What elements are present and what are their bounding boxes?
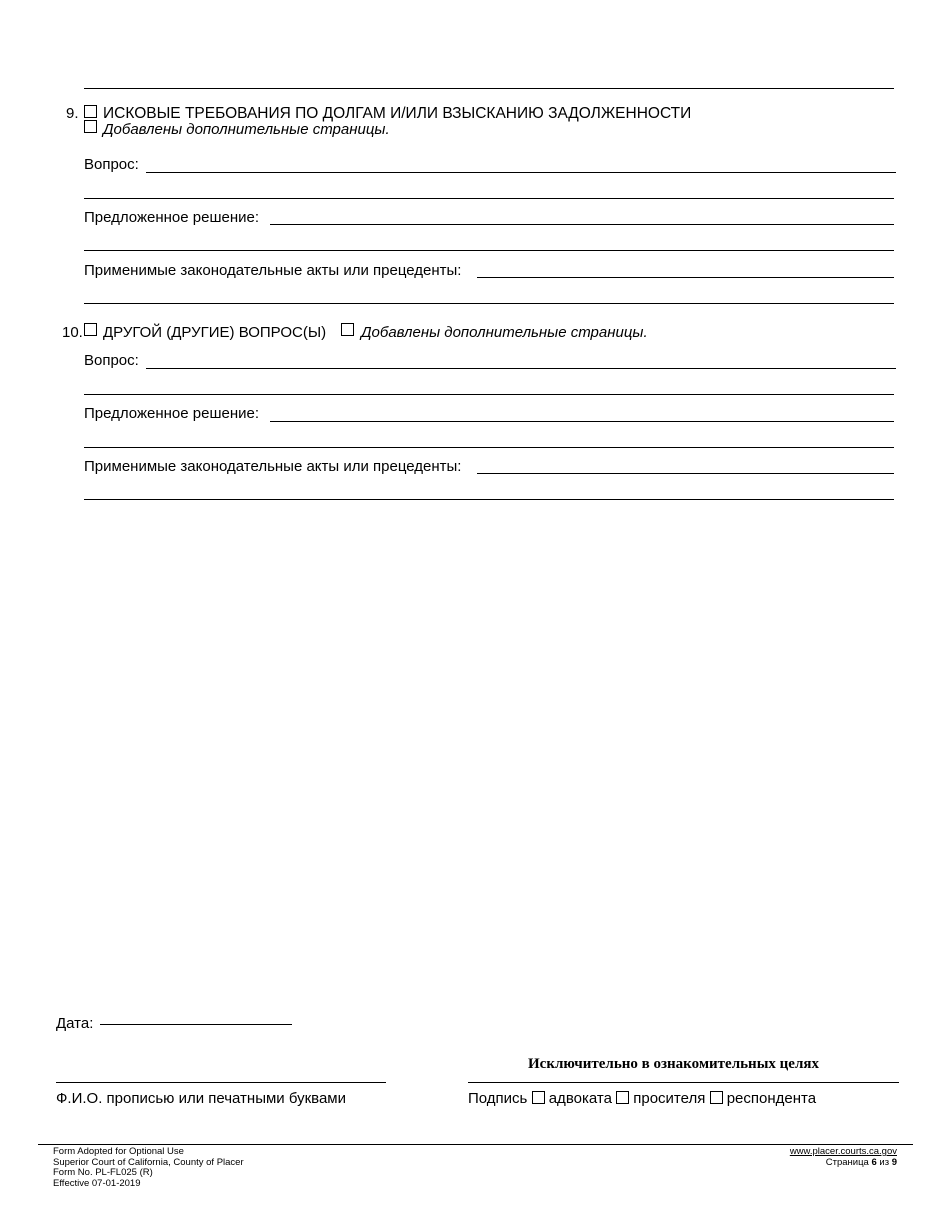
respondent-label: респондента [726,1090,817,1107]
attorney-label: адвоката [548,1090,612,1107]
footer-rule [38,1144,913,1145]
section10-issue-label: Вопрос: [84,352,139,369]
signature-input[interactable] [468,1082,899,1083]
section10-proposed-label: Предложенное решение: [84,405,260,422]
footer-effective-date: Effective 07-01-2019 [53,1177,141,1189]
footer-website-link[interactable]: www.placer.courts.ca.gov [789,1146,897,1157]
section10-additional-pages-label: Добавлены дополнительные страницы. [361,324,648,341]
footer-form-number: Form No. PL-FL025 (R) [53,1167,153,1178]
date-input[interactable] [100,1024,292,1025]
section9-proposed-label: Предложенное решение: [84,209,260,226]
page-prefix: Страница [825,1156,869,1168]
section9-title: ИСКОВЫЕ ТРЕБОВАНИЯ ПО ДОЛГАМ И/ИЛИ ВЗЫСКАНИЮ ЗАДОЛЖЕННОСТИ [103,105,692,122]
section9-proposed-input[interactable] [270,224,894,225]
section9-number: 9. [66,105,79,122]
section10-checkbox[interactable] [84,323,97,336]
petitioner-label: просителя [633,1090,706,1107]
section9-authority-input-line2[interactable] [84,303,894,304]
section10-authority-input[interactable] [477,473,894,474]
page-total: 9 [891,1156,897,1168]
info-only-notice: Исключительно в ознакомительных целях [528,1056,819,1072]
section9-authority-input[interactable] [477,277,894,278]
section10-additional-pages-checkbox[interactable] [341,323,354,336]
footer-court: Superior Court of California, County of Placer [53,1156,244,1168]
signature-label: Подпись [468,1090,528,1107]
date-label: Дата: [56,1015,94,1032]
top-rule [84,88,894,89]
name-input[interactable] [56,1082,386,1083]
section10-issue-input[interactable] [146,368,896,369]
section10-issue-input-line2[interactable] [84,394,894,395]
section9-checkbox[interactable] [84,105,97,118]
section9-issue-input[interactable] [146,172,896,173]
section10-authority-input-line2[interactable] [84,499,894,500]
page-sep: из [879,1156,890,1168]
respondent-checkbox[interactable] [710,1091,723,1104]
name-label: Ф.И.О. прописью или печатными буквами [56,1090,346,1107]
section9-additional-pages-checkbox[interactable] [84,120,97,133]
section10-title: ДРУГОЙ (ДРУГИЕ) ВОПРОС(Ы) [103,324,327,341]
section9-authority-label: Применимые законодательные акты или прецеденты: [84,262,462,279]
attorney-checkbox[interactable] [532,1091,545,1104]
section9-issue-input-line2[interactable] [84,198,894,199]
page-current: 6 [871,1156,877,1168]
petitioner-checkbox[interactable] [616,1091,629,1104]
section10-proposed-input-line2[interactable] [84,447,894,448]
footer-form-adopted: Form Adopted for Optional Use [53,1146,184,1157]
section9-issue-label: Вопрос: [84,156,139,173]
section10-proposed-input[interactable] [270,421,894,422]
section10-number: 10. [62,324,83,341]
section10-authority-label: Применимые законодательные акты или прецеденты: [84,458,462,475]
section9-proposed-input-line2[interactable] [84,250,894,251]
page-number [826,1158,897,1169]
signature-role-row [468,1090,816,1108]
section9-additional-pages-label: Добавлены дополнительные страницы. [103,121,390,138]
